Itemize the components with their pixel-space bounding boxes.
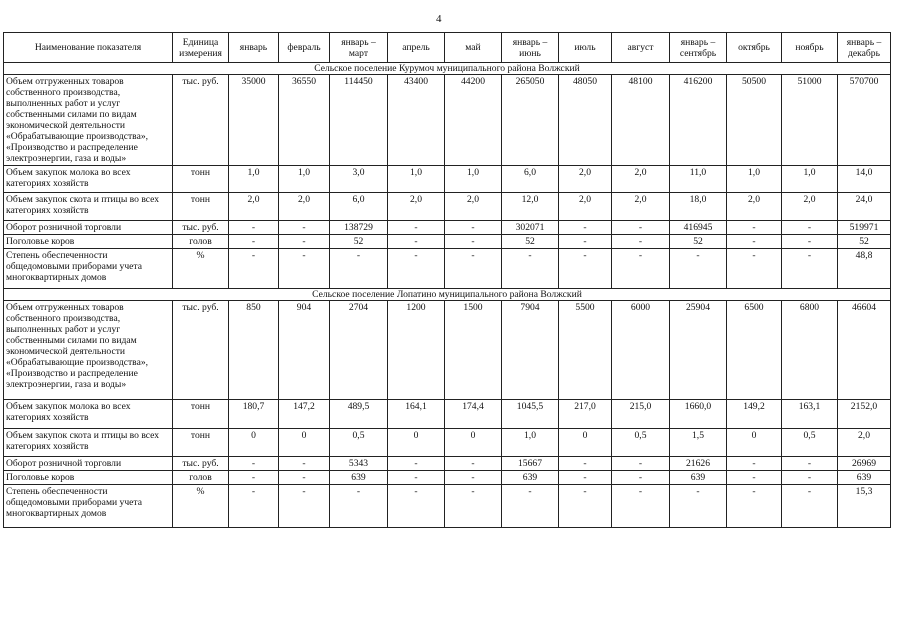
value-cell: - [279, 235, 330, 249]
value-cell: - [782, 249, 838, 289]
value-cell: 2704 [330, 301, 388, 400]
value-cell: 15667 [502, 457, 559, 471]
value-cell: 489,5 [330, 400, 388, 429]
value-cell: 1,0 [279, 166, 330, 193]
table-row [4, 429, 891, 457]
value-cell: 1,0 [445, 166, 502, 193]
table-row [4, 75, 891, 166]
value-cell: - [727, 485, 782, 528]
value-cell: 0 [279, 429, 330, 457]
indicator-name: Объем закупок скота и птицы во всех категориях хозяйств [4, 429, 173, 457]
value-cell: 2,0 [559, 166, 612, 193]
value-cell: 2,0 [727, 193, 782, 221]
value-cell: 21626 [670, 457, 727, 471]
value-cell: 14,0 [838, 166, 891, 193]
table-row [4, 166, 891, 193]
value-cell: 215,0 [612, 400, 670, 429]
value-cell: - [229, 485, 279, 528]
value-cell: - [559, 249, 612, 289]
value-cell: 52 [838, 235, 891, 249]
value-cell: - [279, 485, 330, 528]
value-cell: 180,7 [229, 400, 279, 429]
value-cell: 2,0 [388, 193, 445, 221]
value-cell: 174,4 [445, 400, 502, 429]
indicator-name: Поголовье коров [4, 235, 173, 249]
value-cell: 2,0 [559, 193, 612, 221]
value-cell: - [727, 249, 782, 289]
column-header-period: апрель [388, 33, 445, 63]
value-cell: 0,5 [782, 429, 838, 457]
value-cell: 149,2 [727, 400, 782, 429]
value-cell: - [388, 235, 445, 249]
value-cell: 25904 [670, 301, 727, 400]
value-cell: 50500 [727, 75, 782, 166]
indicator-name: Объем отгруженных товаров собственного производства, выполненных работ и услуг собственными силами по видам экономической деятельности «Обрабатывающие производства», «Производство и распределение электроэнергии, газа и воды» [4, 75, 173, 166]
value-cell: - [445, 471, 502, 485]
indicator-name: Оборот розничной торговли [4, 221, 173, 235]
value-cell: - [559, 221, 612, 235]
value-cell: - [670, 249, 727, 289]
value-cell: 48100 [612, 75, 670, 166]
value-cell: - [782, 485, 838, 528]
value-cell: 163,1 [782, 400, 838, 429]
value-cell: 5500 [559, 301, 612, 400]
value-cell: - [330, 249, 388, 289]
unit-cell: голов [173, 471, 229, 485]
unit-cell: тонн [173, 429, 229, 457]
value-cell: 44200 [445, 75, 502, 166]
section-title: Сельское поселение Курумоч муниципального района Волжский [4, 63, 891, 75]
value-cell: 52 [330, 235, 388, 249]
indicator-name: Объем закупок молока во всех категориях хозяйств [4, 400, 173, 429]
section-title: Сельское поселение Лопатино муниципального района Волжский [4, 289, 891, 301]
unit-cell: тонн [173, 193, 229, 221]
value-cell: 26969 [838, 457, 891, 471]
value-cell: 51000 [782, 75, 838, 166]
value-cell: 6,0 [502, 166, 559, 193]
value-cell: 43400 [388, 75, 445, 166]
table-body [4, 63, 891, 528]
value-cell: - [612, 485, 670, 528]
value-cell: 114450 [330, 75, 388, 166]
value-cell: 570700 [838, 75, 891, 166]
value-cell: 1500 [445, 301, 502, 400]
value-cell: 639 [670, 471, 727, 485]
value-cell: 217,0 [559, 400, 612, 429]
indicators-table [3, 32, 891, 528]
value-cell: 12,0 [502, 193, 559, 221]
value-cell: - [445, 221, 502, 235]
value-cell: 52 [670, 235, 727, 249]
value-cell: - [559, 485, 612, 528]
column-header-period: август [612, 33, 670, 63]
value-cell: 6500 [727, 301, 782, 400]
value-cell: - [279, 249, 330, 289]
column-header-period: январь [229, 33, 279, 63]
unit-cell: тыс. руб. [173, 75, 229, 166]
table-row [4, 235, 891, 249]
indicator-name: Поголовье коров [4, 471, 173, 485]
column-header-period: январь – июнь [502, 33, 559, 63]
value-cell: 24,0 [838, 193, 891, 221]
value-cell: 48050 [559, 75, 612, 166]
value-cell: 2152,0 [838, 400, 891, 429]
column-header-period: январь – март [330, 33, 388, 63]
indicator-name: Объем закупок скота и птицы во всех категориях хозяйств [4, 193, 173, 221]
value-cell: - [782, 221, 838, 235]
page-number: 4 [436, 13, 442, 25]
table-row [4, 457, 891, 471]
indicator-name: Степень обеспеченности общедомовыми приборами учета многоквартирных домов [4, 249, 173, 289]
value-cell: 6,0 [330, 193, 388, 221]
value-cell: - [612, 457, 670, 471]
value-cell: - [670, 485, 727, 528]
value-cell: 1,0 [727, 166, 782, 193]
indicator-name: Объем закупок молока во всех категориях хозяйств [4, 166, 173, 193]
unit-cell: тонн [173, 166, 229, 193]
value-cell: - [229, 471, 279, 485]
column-header-period: январь – сентябрь [670, 33, 727, 63]
value-cell: 265050 [502, 75, 559, 166]
value-cell: 0 [445, 429, 502, 457]
value-cell: 138729 [330, 221, 388, 235]
value-cell: 0,5 [612, 429, 670, 457]
value-cell: 639 [838, 471, 891, 485]
value-cell: - [388, 471, 445, 485]
value-cell: - [229, 457, 279, 471]
value-cell: - [727, 471, 782, 485]
value-cell: - [330, 485, 388, 528]
value-cell: - [229, 249, 279, 289]
value-cell: - [727, 221, 782, 235]
value-cell: - [388, 249, 445, 289]
value-cell: - [388, 457, 445, 471]
value-cell: 3,0 [330, 166, 388, 193]
value-cell: - [279, 221, 330, 235]
indicator-name: Степень обеспеченности общедомовыми приборами учета многоквартирных домов [4, 485, 173, 528]
indicator-name: Оборот розничной торговли [4, 457, 173, 471]
value-cell: 416945 [670, 221, 727, 235]
value-cell: 1200 [388, 301, 445, 400]
indicator-name: Объем отгруженных товаров собственного производства, выполненных работ и услуг собственными силами по видам экономической деятельности «Обрабатывающие производства», «Производство и распределение электроэнергии, газа и воды» [4, 301, 173, 400]
unit-cell: тонн [173, 400, 229, 429]
value-cell: - [445, 457, 502, 471]
value-cell: 1,0 [229, 166, 279, 193]
value-cell: 11,0 [670, 166, 727, 193]
table-row [4, 471, 891, 485]
value-cell: 6800 [782, 301, 838, 400]
column-header-period: ноябрь [782, 33, 838, 63]
value-cell: 6000 [612, 301, 670, 400]
value-cell: 2,0 [229, 193, 279, 221]
value-cell: 0,5 [330, 429, 388, 457]
column-header-period: октябрь [727, 33, 782, 63]
column-header-unit: Единица измерения [173, 33, 229, 63]
value-cell: 2,0 [612, 193, 670, 221]
value-cell: 0 [727, 429, 782, 457]
value-cell: 2,0 [445, 193, 502, 221]
value-cell: - [229, 235, 279, 249]
value-cell: - [727, 235, 782, 249]
column-header-period: май [445, 33, 502, 63]
value-cell: 519971 [838, 221, 891, 235]
unit-cell: тыс. руб. [173, 457, 229, 471]
value-cell: 850 [229, 301, 279, 400]
value-cell: 0 [229, 429, 279, 457]
value-cell: - [279, 457, 330, 471]
value-cell: - [445, 249, 502, 289]
value-cell: 15,3 [838, 485, 891, 528]
unit-cell: % [173, 249, 229, 289]
value-cell: 416200 [670, 75, 727, 166]
value-cell: 18,0 [670, 193, 727, 221]
value-cell: 2,0 [782, 193, 838, 221]
value-cell: 639 [330, 471, 388, 485]
value-cell: 36550 [279, 75, 330, 166]
value-cell: 1,0 [782, 166, 838, 193]
value-cell: - [502, 485, 559, 528]
value-cell: - [388, 485, 445, 528]
value-cell: - [559, 235, 612, 249]
value-cell: - [388, 221, 445, 235]
value-cell: 1,0 [502, 429, 559, 457]
value-cell: - [445, 235, 502, 249]
value-cell: 2,0 [838, 429, 891, 457]
value-cell: - [612, 471, 670, 485]
value-cell: - [502, 249, 559, 289]
value-cell: - [782, 235, 838, 249]
value-cell: 46604 [838, 301, 891, 400]
table-header-row [4, 33, 891, 63]
value-cell: 1045,5 [502, 400, 559, 429]
value-cell: 0 [388, 429, 445, 457]
value-cell: 0 [559, 429, 612, 457]
table-row [4, 400, 891, 429]
column-header-period: июль [559, 33, 612, 63]
unit-cell: голов [173, 235, 229, 249]
value-cell: 48,8 [838, 249, 891, 289]
column-header-period: январь – декабрь [838, 33, 891, 63]
value-cell: - [559, 471, 612, 485]
column-header-name: Наименование показателя [4, 33, 173, 63]
section-header-row [4, 289, 891, 301]
value-cell: - [612, 221, 670, 235]
value-cell: 5343 [330, 457, 388, 471]
value-cell: - [612, 235, 670, 249]
table-row [4, 193, 891, 221]
value-cell: 2,0 [612, 166, 670, 193]
value-cell: - [612, 249, 670, 289]
value-cell: - [445, 485, 502, 528]
value-cell: 52 [502, 235, 559, 249]
table-row [4, 301, 891, 400]
value-cell: - [559, 457, 612, 471]
value-cell: 164,1 [388, 400, 445, 429]
value-cell: - [782, 471, 838, 485]
table-row [4, 221, 891, 235]
value-cell: 147,2 [279, 400, 330, 429]
value-cell: 639 [502, 471, 559, 485]
table-row [4, 485, 891, 528]
value-cell: 2,0 [279, 193, 330, 221]
table-row [4, 249, 891, 289]
value-cell: 1,0 [388, 166, 445, 193]
value-cell: - [782, 457, 838, 471]
value-cell: 1660,0 [670, 400, 727, 429]
value-cell: 7904 [502, 301, 559, 400]
unit-cell: тыс. руб. [173, 221, 229, 235]
value-cell: - [279, 471, 330, 485]
value-cell: 35000 [229, 75, 279, 166]
value-cell: - [727, 457, 782, 471]
section-header-row [4, 63, 891, 75]
value-cell: 1,5 [670, 429, 727, 457]
value-cell: 302071 [502, 221, 559, 235]
column-header-period: февраль [279, 33, 330, 63]
value-cell: - [229, 221, 279, 235]
unit-cell: % [173, 485, 229, 528]
value-cell: 904 [279, 301, 330, 400]
unit-cell: тыс. руб. [173, 301, 229, 400]
